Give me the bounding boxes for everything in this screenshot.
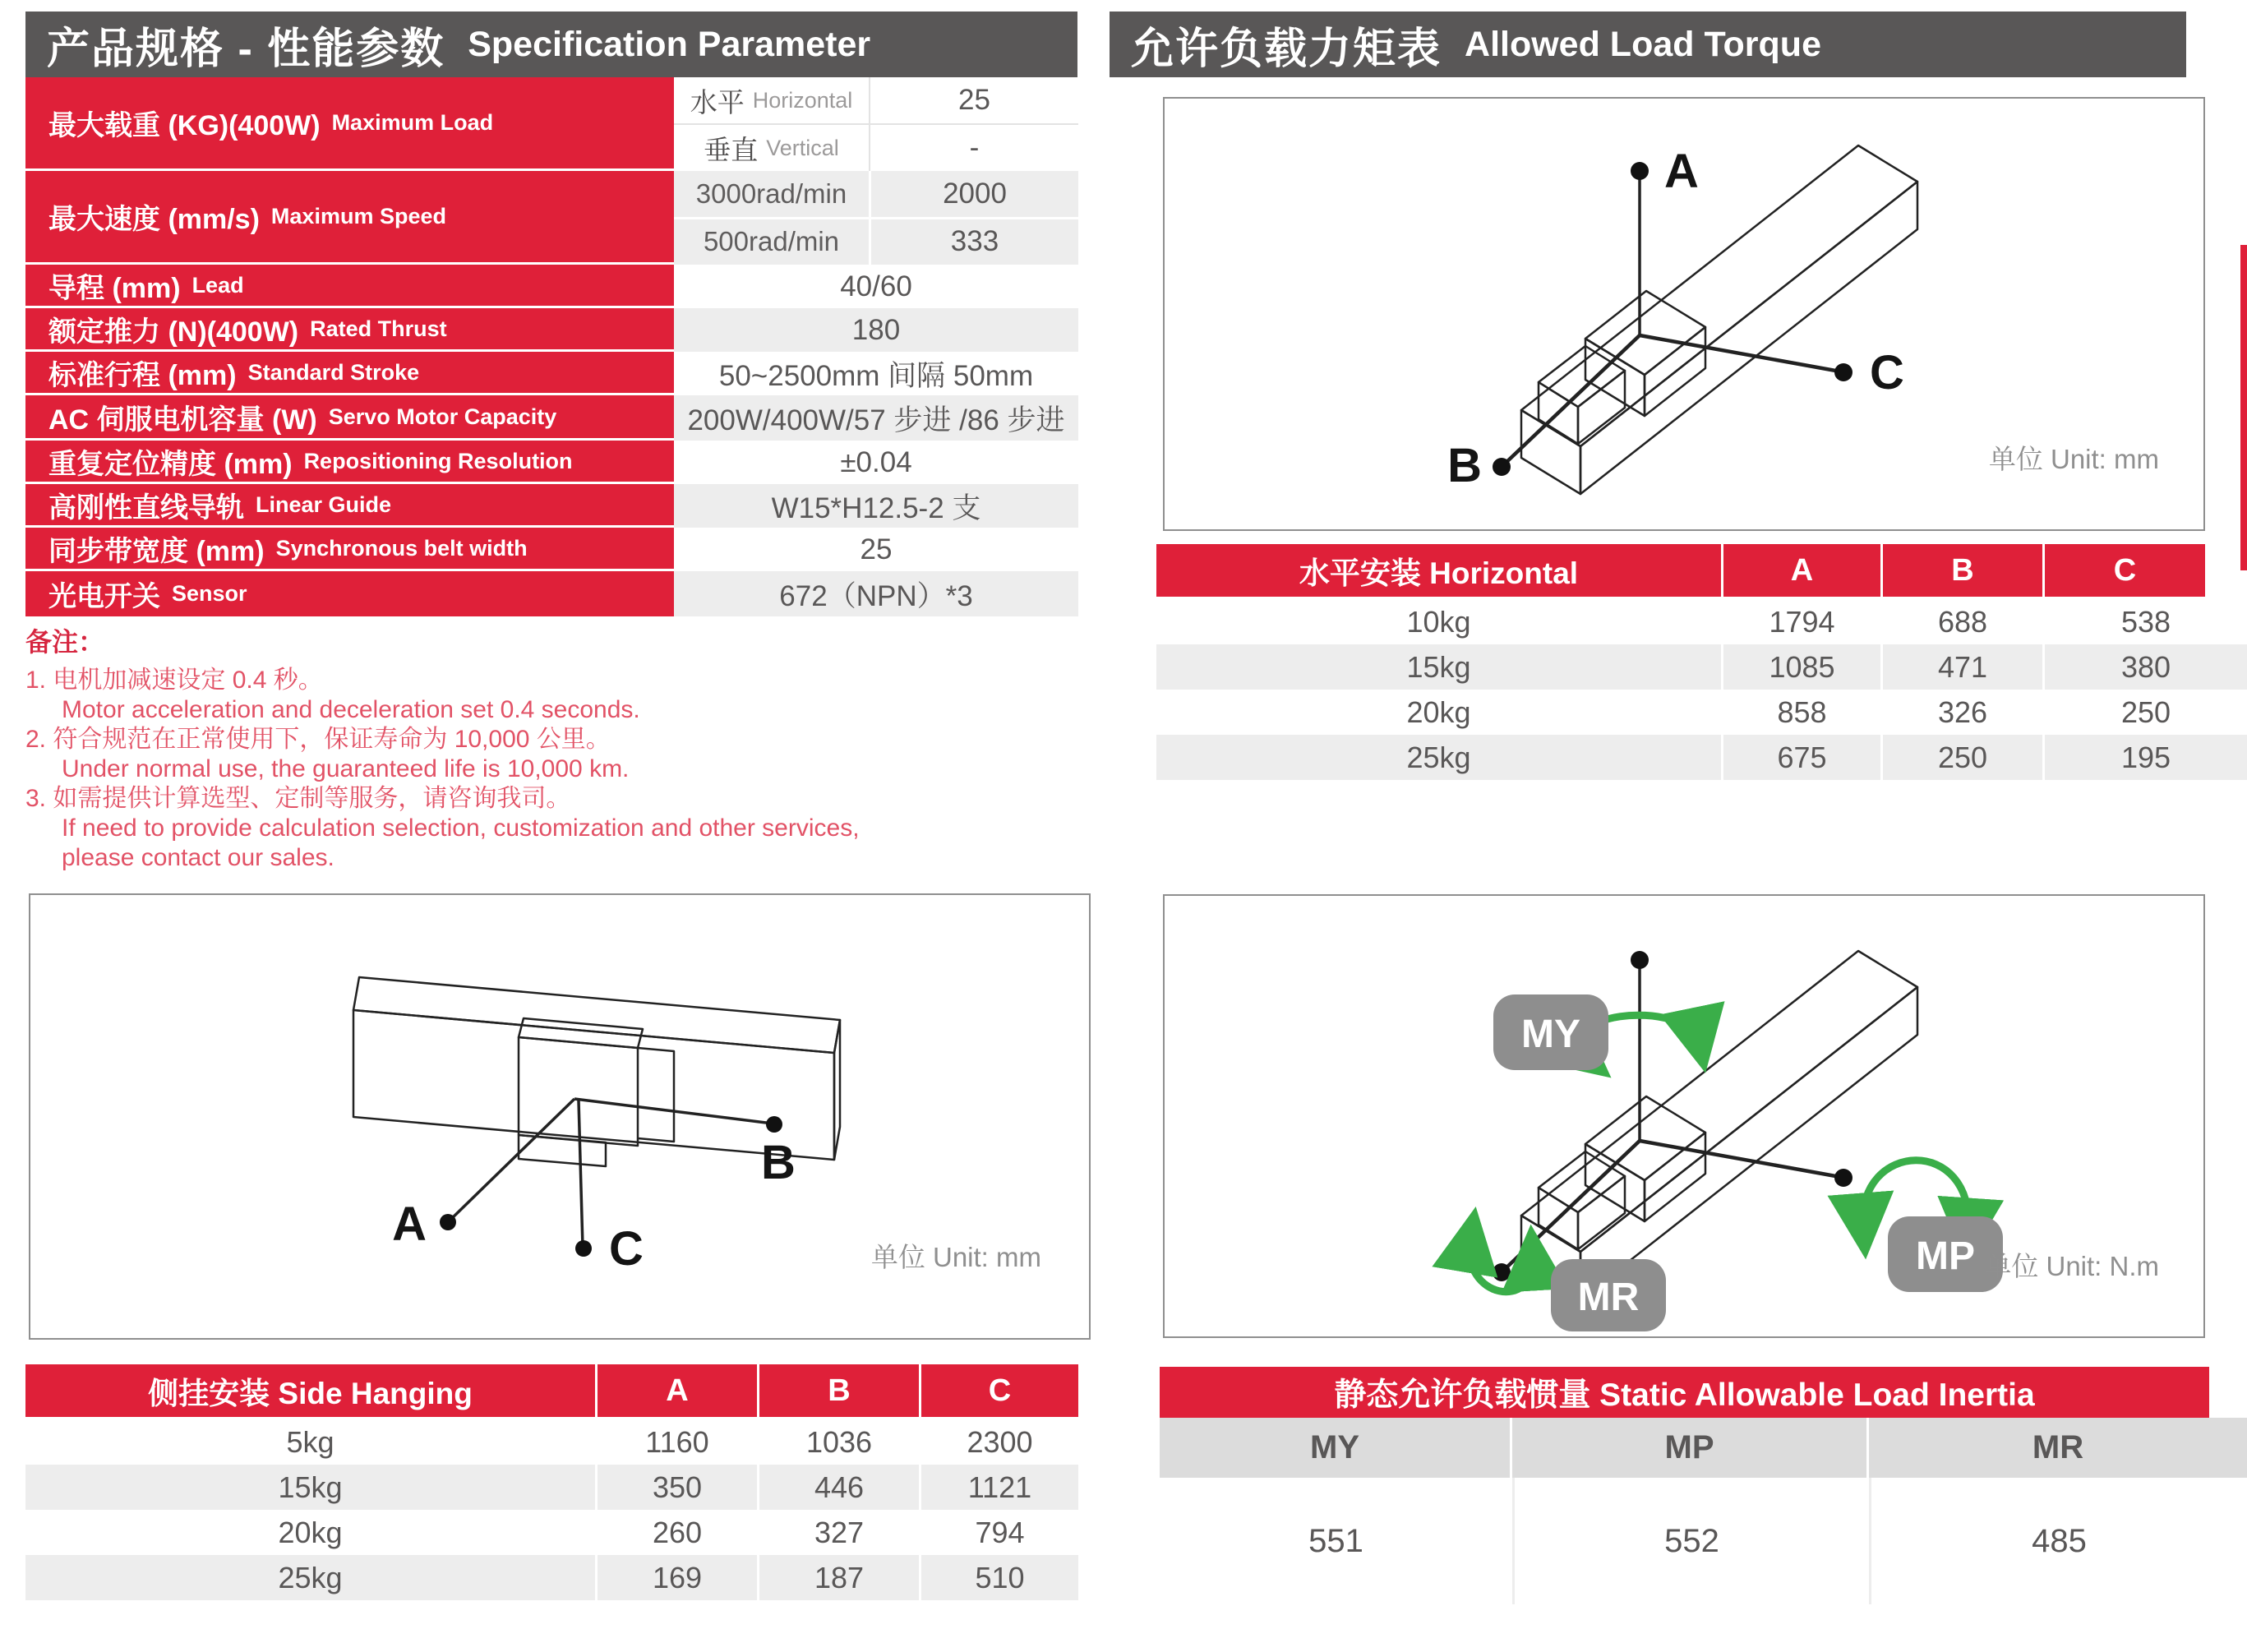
spec-label [25, 352, 674, 395]
axis-dot-b [766, 1116, 782, 1133]
spec-value: 672（NPN）*3 [674, 571, 1078, 616]
table-row [25, 1510, 1078, 1555]
col-header-a: A [598, 1364, 757, 1417]
spec-value: W15*H12.5-2 支 [674, 484, 1078, 528]
spec-subrow [674, 77, 1078, 125]
cell-b: 250 [1883, 735, 2042, 780]
spec-value: 180 [674, 308, 1078, 352]
right-header-en: Allowed Load Torque [1465, 24, 1821, 64]
spec-subrow [674, 219, 1078, 265]
col-header-a: A [1723, 544, 1880, 597]
spec-label-zh: 额定推力 (N)(400W) [48, 316, 299, 348]
spec-label-zh: 导程 (mm) [48, 272, 181, 304]
spec-value: 200W/400W/57 步进 /86 步进 [674, 395, 1078, 441]
cell-mr: 485 [1869, 1478, 2247, 1604]
note-line: If need to provide calculation selection, customization and other services, [62, 814, 860, 842]
table-title: 侧挂安装 Side Hanging [25, 1364, 595, 1417]
actuator-isometric-drawing [1165, 99, 2203, 529]
row-label: 5kg [25, 1419, 595, 1465]
table-row [1156, 644, 2247, 690]
axis-label-a: A [392, 1197, 427, 1251]
spec-value: 25 [860, 533, 893, 565]
spec-subkey [674, 171, 869, 217]
table-header-row [25, 1364, 1078, 1417]
spec-subvalue: 2000 [869, 171, 1078, 217]
cell-a: 1160 [598, 1419, 757, 1465]
spec-row-max-load [25, 77, 1078, 171]
cell-c: 2300 [921, 1419, 1078, 1465]
spec-value: 40/60 [840, 270, 912, 302]
col-header-mp: MP [1512, 1418, 1866, 1478]
spec-subvalue: - [869, 125, 1078, 171]
cell-my: 551 [1160, 1478, 1512, 1604]
spec-label-zh: 同步带宽度 (mm) [48, 535, 265, 567]
table-title: 静态允许负载惯量 Static Allowable Load Inertia [1160, 1367, 2209, 1418]
right-section-header [1110, 12, 2186, 77]
page-edge-marker [2240, 245, 2247, 570]
axis-label-c: C [1870, 346, 1904, 399]
row-label: 20kg [25, 1510, 595, 1555]
col-header-mr: MR [1869, 1418, 2247, 1478]
table-value-row [1160, 1478, 2247, 1604]
cell-b: 326 [1883, 690, 2042, 735]
cell-a: 1794 [1723, 599, 1880, 644]
spec-label [25, 171, 674, 265]
spec-label-en: Sensor [172, 581, 247, 606]
note-line: 3. 如需提供计算选型、定制等服务，请咨询我司。 [25, 785, 571, 812]
axis-dot-c [575, 1240, 592, 1257]
spec-row-sensor [25, 571, 1078, 616]
specification-table [25, 77, 1078, 616]
row-label: 25kg [25, 1555, 595, 1600]
spec-label [25, 308, 674, 352]
cell-b: 1036 [759, 1419, 919, 1465]
row-label: 25kg [1156, 735, 1721, 780]
spec-label [25, 395, 674, 441]
spec-row-standard-stroke [25, 352, 1078, 395]
spec-value-group [674, 171, 1078, 265]
subkey-zh: 垂直 [704, 134, 759, 165]
note-line: Motor acceleration and deceleration set 0.4 seconds. [62, 696, 640, 723]
cell-a: 169 [598, 1555, 757, 1600]
cell-c: 510 [921, 1555, 1078, 1600]
axis-dot-b [1493, 458, 1511, 476]
table-row [25, 1465, 1078, 1510]
spec-label [25, 571, 674, 616]
axis-dot-mr [1493, 1263, 1511, 1281]
row-label: 15kg [1156, 644, 1721, 690]
col-header-b: B [1883, 544, 2042, 597]
spec-label [25, 484, 674, 528]
spec-label-en: Linear Guide [256, 491, 392, 517]
note-line: please contact our sales. [62, 844, 335, 871]
cell-mp: 552 [1512, 1478, 1869, 1604]
axis-dot-c [1834, 363, 1853, 381]
cell-a: 675 [1723, 735, 1880, 780]
cell-a: 260 [598, 1510, 757, 1555]
subkey-text: 500rad/min [703, 226, 840, 257]
spec-label-zh: 标准行程 (mm) [48, 359, 237, 391]
notes-title: 备注： [25, 627, 105, 657]
note-line: 2. 符合规范在正常使用下，保证寿命为 10,000 公里。 [25, 726, 611, 753]
unit-label: 单位 Unit: N.m [1984, 1251, 2159, 1281]
left-header-zh: 产品规格 - 性能参数 [47, 25, 445, 73]
spec-subkey [674, 125, 869, 171]
cell-a: 858 [1723, 690, 1880, 735]
spec-row-rated-thrust [25, 308, 1078, 352]
axis-dot-a [1631, 162, 1649, 180]
spec-row-servo-capacity [25, 395, 1078, 441]
note-line: Under normal use, the guaranteed life is 10,000 km. [62, 755, 630, 782]
spec-subvalue: 333 [869, 219, 1078, 265]
spec-label-zh: AC 伺服电机容量 (W) [48, 404, 317, 436]
spec-row-linear-guide [25, 484, 1078, 528]
cell-a: 1085 [1723, 644, 1880, 690]
spec-label-zh: 最大速度 (mm/s) [48, 204, 260, 235]
spec-label [25, 265, 674, 308]
cell-a: 350 [598, 1465, 757, 1510]
spec-label-zh: 最大载重 (KG)(400W) [48, 110, 321, 141]
table-header-row [1156, 544, 2247, 597]
cell-c: 538 [2045, 599, 2247, 644]
col-header-c: C [2045, 544, 2205, 597]
side-hanging-load-diagram [29, 893, 1091, 1340]
cell-c: 250 [2045, 690, 2247, 735]
subkey-text: 3000rad/min [695, 178, 847, 209]
axis-dot-mp [1834, 1169, 1853, 1187]
axis-dot-my [1631, 951, 1649, 969]
spec-value-group [674, 77, 1078, 171]
actuator-isometric-drawing [30, 895, 1089, 1338]
spec-label-en: Rated Thrust [310, 316, 447, 341]
spec-label-en: Standard Stroke [247, 359, 420, 385]
spec-subrow [674, 171, 1078, 219]
horizontal-mount-table [1156, 544, 2247, 780]
table-row [1156, 599, 2247, 644]
cell-b: 327 [759, 1510, 919, 1555]
cell-c: 794 [921, 1510, 1078, 1555]
spec-label-en: Repositioning Resolution [303, 448, 573, 473]
static-inertia-table [1160, 1367, 2247, 1604]
unit-label: 单位 Unit: mm [870, 1242, 1041, 1272]
spec-label-zh: 高刚性直线导轨 [48, 491, 244, 524]
note-line: 1. 电机加减速设定 0.4 秒。 [25, 667, 323, 694]
spec-label-en: Servo Motor Capacity [328, 404, 557, 429]
row-label: 20kg [1156, 690, 1721, 735]
cell-b: 446 [759, 1465, 919, 1510]
subkey-en: Vertical [766, 135, 839, 160]
subkey-zh: 水平 [690, 86, 745, 118]
spec-label-zh: 光电开关 [48, 581, 160, 612]
cell-b: 688 [1883, 599, 2042, 644]
subkey-en: Horizontal [752, 87, 853, 113]
notes-block [25, 621, 1082, 873]
table-subheader-row [1160, 1418, 2247, 1478]
row-label: 15kg [25, 1465, 595, 1510]
spec-label [25, 77, 674, 171]
axis-dot-a [440, 1214, 456, 1230]
left-section-header [25, 12, 1077, 77]
spec-label-en: Synchronous belt width [275, 535, 528, 561]
table-row [25, 1555, 1078, 1600]
col-header-my: MY [1160, 1418, 1510, 1478]
cell-c: 1121 [921, 1465, 1078, 1510]
cell-b: 187 [759, 1555, 919, 1600]
spec-subrow [674, 125, 1078, 171]
spec-value: 50~2500mm 间隔 50mm [718, 359, 1034, 392]
spec-subvalue: 25 [869, 77, 1078, 123]
cell-c: 195 [2045, 735, 2247, 780]
row-label: 10kg [1156, 599, 1721, 644]
spec-label-en: Maximum Speed [270, 204, 446, 228]
mp-badge-label: MP [1916, 1234, 1975, 1278]
axis-label-a: A [1664, 145, 1699, 198]
right-header-zh: 允许负载力矩表 [1131, 25, 1442, 73]
allowed-load-diagram [1163, 97, 2205, 531]
actuator-torque-drawing [1165, 896, 2203, 1336]
axis-label-c: C [609, 1222, 644, 1276]
mr-badge-label: MR [1577, 1276, 1640, 1319]
spec-value: ±0.04 [840, 445, 912, 478]
left-header-en: Specification Parameter [468, 24, 871, 64]
spec-row-max-speed [25, 171, 1078, 265]
axis-label-b: B [761, 1136, 796, 1189]
my-badge-label: MY [1521, 1013, 1580, 1056]
spec-subkey [674, 77, 869, 123]
cell-b: 471 [1883, 644, 2042, 690]
spec-label-en: Lead [191, 272, 244, 298]
spec-row-belt-width [25, 528, 1078, 571]
table-row [1156, 690, 2247, 735]
col-header-c: C [921, 1364, 1078, 1417]
side-hanging-table [25, 1364, 1078, 1600]
spec-subkey [674, 219, 869, 265]
load-torque-diagram [1163, 894, 2205, 1338]
rail-body [1521, 145, 1917, 494]
cell-c: 380 [2045, 644, 2247, 690]
spec-label-en: Maximum Load [331, 110, 494, 135]
spec-row-repositioning [25, 441, 1078, 484]
axis-label-b: B [1447, 439, 1482, 492]
table-title: 水平安装 Horizontal [1156, 544, 1721, 597]
spec-label-zh: 重复定位精度 (mm) [48, 448, 293, 480]
spec-label [25, 528, 674, 571]
unit-label: 单位 Unit: mm [1988, 444, 2159, 474]
table-row [1156, 735, 2247, 780]
spec-label [25, 441, 674, 484]
table-row [25, 1419, 1078, 1465]
spec-row-lead [25, 265, 1078, 308]
col-header-b: B [759, 1364, 919, 1417]
